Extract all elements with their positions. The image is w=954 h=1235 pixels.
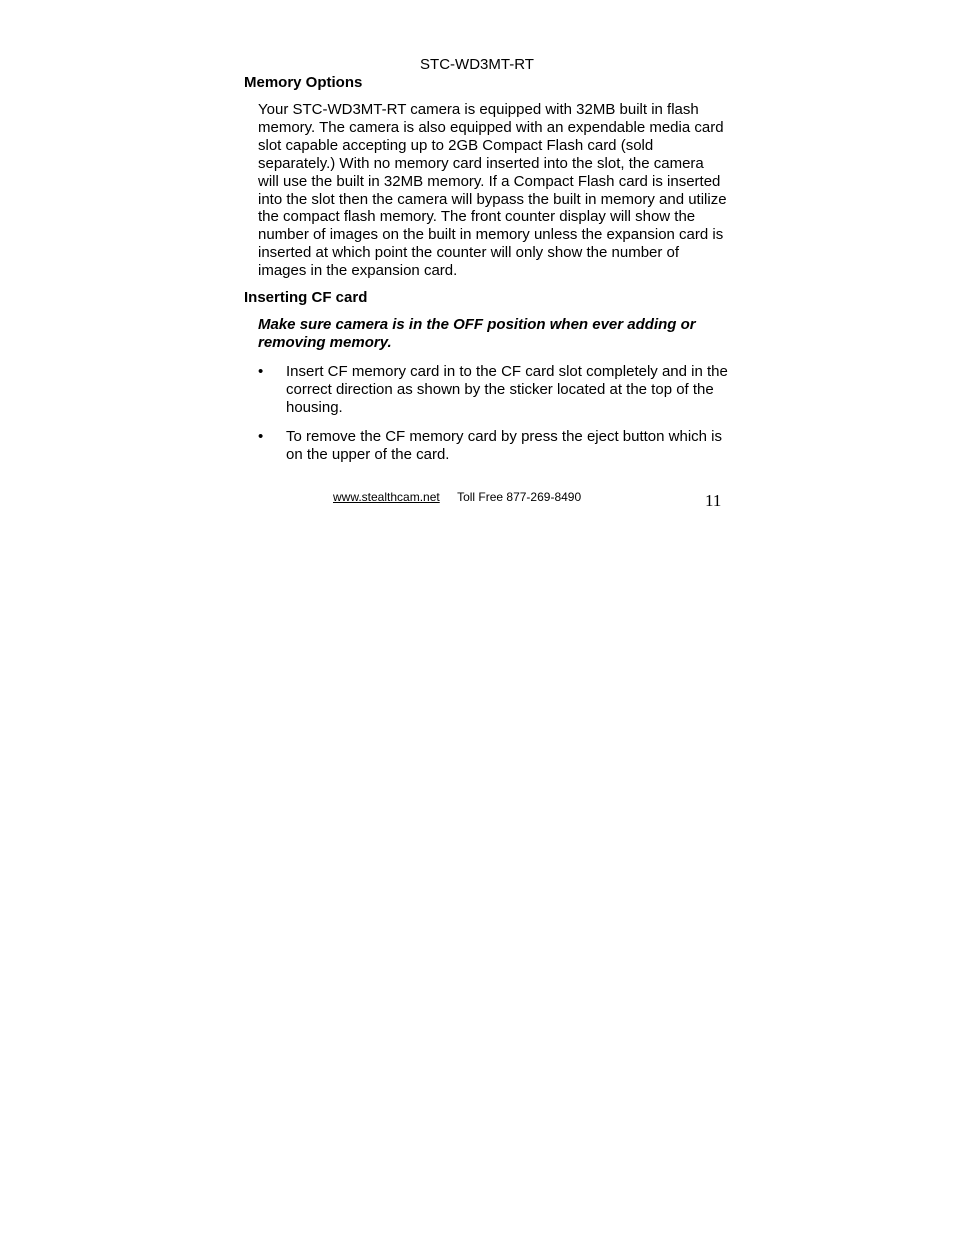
memory-options-heading: Memory Options: [244, 74, 363, 91]
bullet-icon: •: [258, 363, 264, 380]
memory-options-paragraph: Your STC-WD3MT-RT camera is equipped with 32MB built in flash memory. The camera is also equipped with an expendable media card slot capable accepting up to 2GB Compact Flash card (sold separately.) With no memory card inserted into the slot, the camera will use the built in 32MB memory. If a Compact Flash card is inserted into the slot then the camera will bypass the built in memory and utilize the compact flash memory. The front counter display will show the number of images on the built in memory unless the expansion card is inserted at which point the counter will only show the number of images in the expansion card.: [258, 101, 727, 280]
page-footer: [333, 490, 581, 504]
inserting-cf-heading: Inserting CF card: [244, 289, 368, 306]
page-number: 11: [705, 491, 722, 510]
cf-instructions-list: [258, 363, 728, 475]
page-header-model: STC-WD3MT-RT: [420, 56, 534, 73]
toll-free-phone: Toll Free 877-269-8490: [457, 490, 582, 504]
list-item-text: Insert CF memory card in to the CF card slot completely and in the correct direction as shown by the sticker located at the top of the housing.: [286, 363, 728, 416]
bullet-icon: •: [258, 427, 264, 445]
list-item: [258, 363, 728, 417]
list-item-text: To remove the CF memory card by press the eject button which is on the upper of the card.: [286, 427, 723, 463]
list-item: [258, 428, 728, 464]
memory-warning: Make sure camera is in the OFF position when ever adding or removing memory.: [258, 316, 696, 351]
website-link[interactable]: www.stealthcam.net: [333, 490, 440, 504]
